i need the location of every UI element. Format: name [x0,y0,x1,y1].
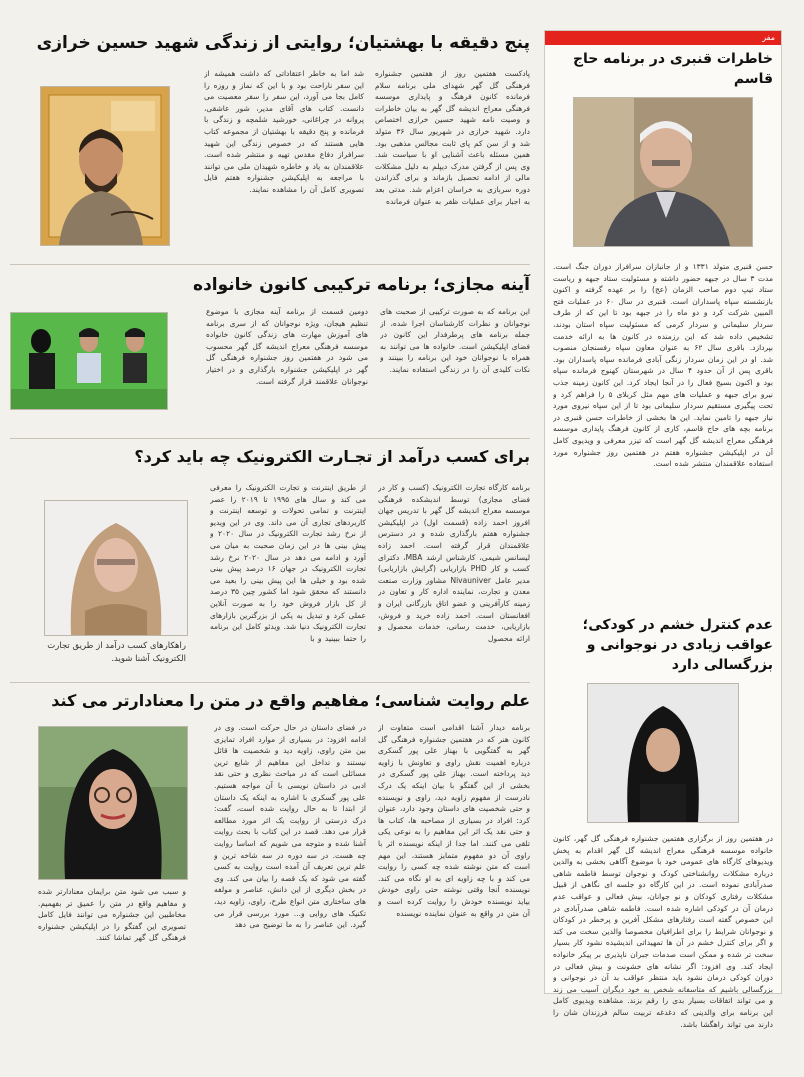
story1-headline: پنج دقیقه با بهشتیان؛ روایتی از زندگی شهید حسین خرازی [36,33,530,53]
divider-2 [10,438,530,439]
photo-woman-glasses [38,726,188,880]
photo-woman-speaker [44,500,188,636]
sidebar-story1-body: حسن قنبری متولد ۱۳۳۱ و از جانبازان سرافراز دوران جنگ است. مدت ۳ سال در جبهه حضور داشته و مسئولیت ستاد جبهه و ریاست ستاد تیپ دوم صاحب الزمان (عج) را بر عهده گرفته و اکنون بازنشسته سپاه پاسداران است. قنبری در سال ۶۰ در عملیات فتح المبین شرکت کرد و دو ماه را در جبهه بود تا این که از طرف سردار سلیمانی و سردار کرمی که مسئولیت سپاه استان بودند، تشخیص داده شد که این رزمنده در کانون ها به ارائه خدمت بپردازد. باقری سال ۶۲ به عنوان معاون سپاه رفسنجان منصوب شد. او در این زمان سردار زنگی آبادی فرمانده سپاه پاسداران بود. باقری پس از آن حدود ۴ سال در شهرستان کهنوج فرمانده سپاه بود و اکنون بسیج فعال را در آنجا ایجاد کرد. این کانون زمینه جذب نیرو برای جبهه و عملیات های مهم مثل کربلای ۵ را فراهم کرد و تحت پیگیری مستقیم سردار سلیمانی بود تا از این سپاه نیروی مورد نیاز جبهه را تامین نماید. این ها بخشی از خاطرات حسن قنبری در برنامه بچه های حاج قاسم، کاری از کانون فرهنگ پایداری موسسه فرهنگی معراج اندیشه گل گهر است که تیزر معرفی و ویدیوی کامل آن در اپلیکیشن جشنواره هفتم در هفتمین روز جشنواره مورد استفاده علاقمندان منتشر شده است. [553,262,773,469]
story2-column2: این برنامه که به صورت ترکیبی از صحبت های نوجوانان و نظرات کارشناسان اجرا شده، از جمله برنامه های پرطرفدار این کانون در فضای اپلیکیشن است. خانواده ها می توانند به همراه با نوجوانان خود این برنامه را ببینند و نکات کلیدی آن را در زندگی استفاده نمایند. [380,307,530,374]
sidebar-column [544,30,782,1029]
story2-headline: آینه مجازی؛ برنامه ترکیبی کانون خانواده [193,275,530,295]
divider-3 [10,682,530,683]
story2-column1: دومین قسمت از برنامه آینه مجازی با موضوع تنظیم هیجان، ویژه نوجوانان که از سری برنامه های آموزش مهارت های زندگی کانون خانواده موسسه فرهنگی معراج اندیشه گل گهر محسوب می شود در هفتمین روز جشنواره فرهنگی گل گهر در اپلیکیشن جشنواره بارگذاری و در اختیار نوجوانان علاقمند قرار گرفته است. [206,307,368,386]
story-narratology [10,686,530,996]
story3-column1: برنامه کارگاه تجارت الکترونیک (کسب و کار در فضای مجازی) توسط اندیشکده فرهنگی موسسه معراج اندیشه گل گهر با تدریس جهان افروز احمد زاده (قسمت اول) در اپلیکیشن جشنواره هفتم بارگذاری شده و در دسترس علاقمندان قرار گرفته است. احمد زاده لیسانس شیمی، کارشناس ارشد MBA، دکترای کسب و کار PHD بازاریابی (گرایش بازاریابی) مدیر عامل Nivauniver مشاور وزارت صنعت معدن و تجارت، نماینده اداره کار و تعاون در زمینه کارآفرینی و عضو اتاق بازرگانی ایران و افغانستان است. احمد زاده خرید و فروش، بازاریابی، خدمت رسانی، خدمات محصول و ارائه محصول [378,483,530,643]
story-ecommerce [10,442,530,678]
story4-column2: در فضای داستان در حال حرکت است. وی در ادامه افزود: در بسیاری از موارد افراد تمایزی بین متن راوی، زاویه دید و شخصیت ها قائل نیستند و تداخل این مفاهیم از شایع ترین مسائلی است که در مباحث نظری و حتی نقد ادبی در داستان نویسی با آن مواجه هستیم. علی پور گسکری با اشاره به اینکه یک داستان از ابتدا تا به حال روایت شده است، گفت: درک درستی از روایت یک اثر مورد مطالعه قرار می دهد. قصد در این کتاب با بحث روایت آشنا شده و متوجه می شویم که اساسا روایت چه هست. در سه دوره در سه شاخه ترین و علم ترین تعریف آن آمده است روایت به کسی گفته می شود که یک قصه را بیان می کند. وی در بخش دیگری از این دانش، عناصر و مولفه های ساختاری متن انواع طرح، راوی، زاویه دید، تکنیک های روایی و... مورد بررسی قرار می گیرد. این عناصر را به ما توضیح می دهد [214,723,366,930]
sidebar-story1-title: خاطرات قنبری در برنامه حاج قاسم [572,51,773,87]
photo-old-man-portrait [573,97,753,247]
story3-column2: از طریق اینترنت و تجارت الکترونیک را معرفی می کند و سال های ۱۹۹۵ تا ۲۰۱۹ را عصر اینترنت و تمامی تحولات و توسعه اینترنت و کاربردهای تجاری آن می داند. وی در این ویدیو از نرخ رشد تجارت الکترونیک در سال ۲۰۲۰ و پیش بینی ها در این زمان صحبت به میان می آورد و ادامه می دهد در سال ۲۰۲۰ نرخ رشد تجارت الکترونیک در جهان ۱۶ درصد پیش بینی شده بود و خیلی ها این پیش بینی را بعید می دانستند که محقق شود اما کشور چین ۳۵ درصد از کل بازار فروش خود را به صورت آنلاین عملی کرد و تبدیل به یکی از بزرگترین بازارهای تجارت الکترونیک دنیا شد. ویدئو کامل این برنامه را حتما ببینید و با [210,483,366,643]
story1-column2: شد اما به خاطر اعتقاداتی که داشت همیشه از این سفر ناراحت بود و با این که نماز و روزه را کامل بجا می آورد، این سفر را سفر معصیت می دانست. کتاب های آقای مدیر، شور عاشقی، پروانه در چراغانی، خورشید شلمچه و زندگی با فرمانده و پنج دقیقه با بهشتیان از مجموعه کتاب هایی هستند که در خصوص زندگی این شهید سرافراز دفاع مقدس تهیه و منتشر شده است. علاقمندان به یاد و خاطره شهیدان ملی می توانند با مراجعه به اپلیکیشن جشنواره هفتم فایل تصویری کامل آن را مشاهده نمایند. [204,69,364,194]
divider-1 [10,264,530,265]
photo-martyr-poster [40,86,170,246]
story1-column1: پادکست هفتمین روز از هفتمین جشنواره فرهنگی گل گهر شهدای ملی برنامه سلام فرمانده کانون فرهنگ و پایداری موسسه فرهنگی معراج اندیشه گل گهر به بیان خاطرات و وصیت نامه شهید حسین خرازی اختصاص دارد. شهید خرازی در شهریور سال ۳۶ متولد شد و از سن کم پای ثابت مجالس مذهبی بود. همین مسئله باعث آشنایی او با سیاست شد. وی پس از گرفتن مدرک دیپلم به دلیل مشکلات مالی از ادامه تحصیل بازماند و برای گذراندن دوره سربازی به خراسان اعزام شد. مدتی بعد به اجبار برای عملیات ظفر به عنوان فرمانده [375,69,530,206]
story4-headline: علم روایت شناسی؛ مفاهیم واقع در متن را معنادارتر می کند [51,691,530,710]
story-mirror [10,270,530,432]
sidebar-story2-body: در هفتمین روز از برگزاری هفتمین جشنواره فرهنگی گل گهر، کانون خانواده موسسه فرهنگی معراج اندیشه گل گهر اقدام به پخش ویدیوهای کارگاه های عمومی خود با موضوع آگاهی بخشی به والدین درباره مشکلات روانشناختی کودک و نوجوان توسط فاطمه شاهی صدرآبادی نموده است. در این کارگاه دو جلسه ای نگاهی از قبیل مشکلات رفتاری کودکان و نو جوانان، بیش فعالی و عواقب عدم درمان آن در کودکی اشاره شده است. فاطمه شاهی صدرآبادی در این خصوص گفته است رفتارهای مشکل آفرین و پرخطر در کودکان و نوجوانان شرایط را برای اطرافیان مخصوصا والدین سخت می کند و اگر برای کنترل خشم در آن ها تمهیداتی اندیشیده نشود کار بسیار سخت تر شده و ممکن است صدمات جبران ناپذیری بر پیکر خانواده ایجاد کند. وی افزود: اگر نشانه های خشونت و بیش فعالی در دوران کودکی درمان نشود باید منتظر عواقب بد آن در نوجوانی و بزرگسالی باشیم که متاسفانه شخص به خود دیگران آسیب می زند و می تواند اتفاقات بسیار بدی را رقم بزند. مشاهده ویدیوی کامل این برنامه برای والدینی که دغدغه تربیت سالم فرزندان شان را دارند می تواند راهگشا باشد. [553,834,773,1029]
photo-three-teens-greenscreen [10,312,168,410]
story4-caption: و سبب می شود متن برایمان معنادارتر شده و مفاهیم واقع در متن را عمیق تر بفهمیم. مخاطبین این جشنواره می توانند فایل کامل تصویری این گفتگو را در اپلیکیشن جشنواره فرهنگی گل گهر تماشا کنند. [38,887,186,943]
photo-woman-hijab-portrait [587,683,739,823]
story3-caption: راهکارهای کسب درآمد از طریق تجارت الکترونیک آشنا شوید. [47,641,186,664]
story4-column1: برنامه دیدار آشنا اقدامی است متفاوت از کانون هنر که در هفتمین جشنواره فرهنگی گل گهر به گفتگویی با بهناز علی پور گسکری درباره اهمیت نقش راوی و تعاونش با زاویه دید پرداخته است. بهناز علی پور گسکری در بخشی از این گفتگو با بیان اینکه یک درک نادرست از مفهوم زاویه دید، راوی و نویسنده و حتی شخصیت های داستان وجود دارد، عنوان کرد: افراد در بسیاری از مصاحبه ها، کتاب ها و حتی نقد یک اثر این مفاهیم را به نوعی یکی تلقی می کنند. اما جدا از اینکه نویسنده اثر با راوی آن دو مفهوم متمایز هستند، این مهم است که متن نوشته شده چه کسی را روایت می کند و با چه زاویه ای به او نگاه می کند. نویسنده آنجا وقتی نوشته حتی راوی خودش بیاید نویسنده خودش را روایت کرده است و آن متن در واقع به عنوان نماینده نویسنده [378,723,530,918]
sidebar-header-bar [545,31,781,45]
main-column [10,28,530,996]
sidebar-story2-title: عدم کنترل خشم در کودکی؛ عواقب زیادی در نوجوانی و بزرگسالی دارد [582,617,773,673]
sidebar-tag: مفر [762,33,775,42]
story3-headline: برای کسب درآمد از تجـارت الکترونیک چه باید کرد؟ [134,447,530,466]
story-khorazi [10,28,530,258]
